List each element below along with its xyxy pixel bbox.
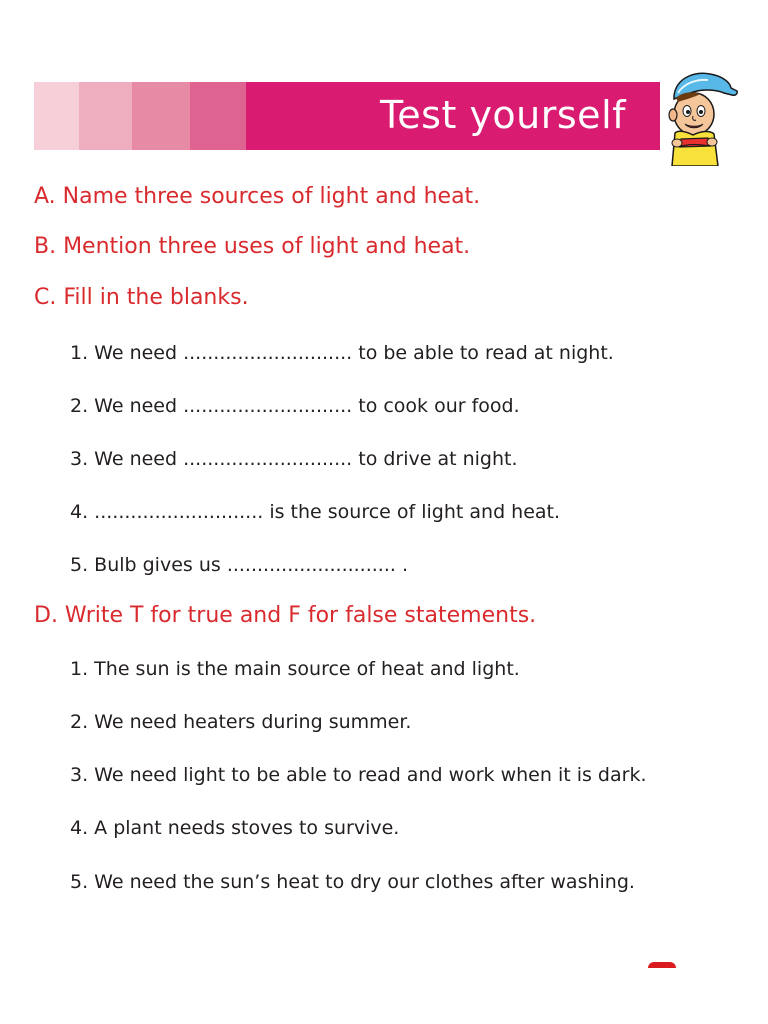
fill-blank-item-2: 2. We need ............................ to cook our food. bbox=[70, 395, 520, 417]
fill-blank-item-4: 4. ............................ is the source of light and heat. bbox=[70, 501, 561, 523]
true-false-item-1: 1. The sun is the main source of heat and light. bbox=[70, 658, 520, 680]
banner-stripe-light bbox=[79, 82, 132, 150]
fill-blank-item-1: 1. We need ............................ to be able to read at night. bbox=[70, 342, 614, 364]
header-banner bbox=[34, 82, 660, 150]
fill-blank-item-5: 5. Bulb gives us ............................ . bbox=[70, 554, 409, 576]
question-b-heading: B. Mention three uses of light and heat. bbox=[34, 234, 471, 259]
true-false-item-3: 3. We need light to be able to read and work when it is dark. bbox=[70, 764, 647, 786]
fill-blank-item-3: 3. We need ............................ to drive at night. bbox=[70, 448, 518, 470]
question-d-heading: D. Write T for true and F for false statements. bbox=[34, 603, 537, 628]
page-title: Test yourself bbox=[380, 93, 626, 137]
cartoon-boy-with-cap-icon bbox=[658, 66, 740, 166]
true-false-item-4: 4. A plant needs stoves to survive. bbox=[70, 817, 400, 839]
question-c-heading: C. Fill in the blanks. bbox=[34, 285, 249, 310]
banner-stripe-dark bbox=[190, 82, 246, 150]
true-false-item-5: 5. We need the sun’s heat to dry our clothes after washing. bbox=[70, 871, 635, 893]
question-a-heading: A. Name three sources of light and heat. bbox=[34, 184, 481, 209]
banner-stripe-medium bbox=[132, 82, 190, 150]
true-false-item-2: 2. We need heaters during summer. bbox=[70, 711, 412, 733]
banner-stripe-lightest bbox=[34, 82, 79, 150]
banner-title-block bbox=[246, 82, 660, 150]
page-corner-mark bbox=[648, 962, 676, 968]
